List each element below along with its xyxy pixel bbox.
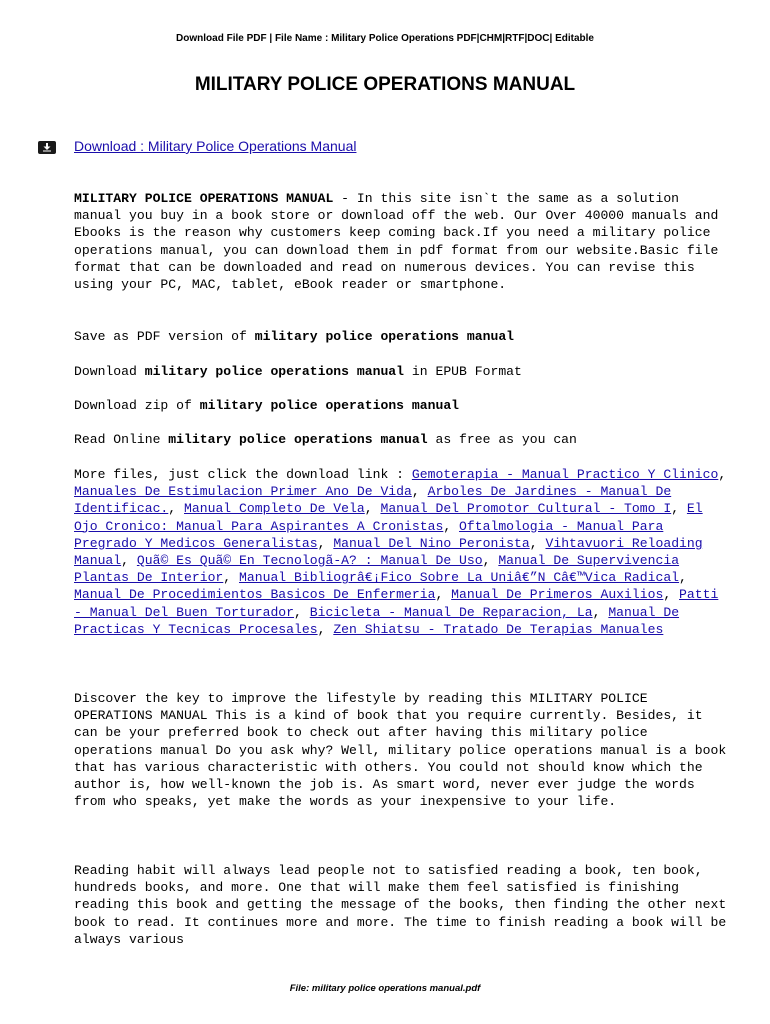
more-files-link[interactable]: Manual De Procedimientos Basicos De Enfermeria	[74, 587, 436, 603]
more-files-link[interactable]: Gemoterapia - Manual Practico Y Clinico	[411, 467, 719, 482]
more-files-link[interactable]: El Ojo Cronico: Manual Para Aspirantes A Cronistas	[74, 501, 703, 534]
more-files-link[interactable]: Patti - Manual Del Buen Torturador	[74, 587, 719, 620]
reading-habit-text: Reading habit will always lead people not to satisfied reading a book, ten book, hundreds books, and more. One that will make them feel satisfied is finishing reading this book and getting the message of the books, then finding the other next book to read. It continues more and more. The time to finish reading a book will be always various	[74, 863, 727, 947]
reading-habit-paragraph	[74, 862, 734, 948]
more-files-link[interactable]: Manuales De Estimulacion Primer Ano De Vida	[74, 484, 412, 500]
more-files-prefix: More files, just click the download link :	[74, 467, 412, 482]
epub-post: in EPUB Format	[404, 364, 522, 379]
save-bold: military police operations manual	[254, 329, 515, 344]
download-row	[38, 138, 738, 158]
more-files-link[interactable]: Vihtavuori Reloading Manual	[74, 535, 703, 569]
more-files-link[interactable]: Manual Del Promotor Cultural - Tomo I	[380, 501, 672, 517]
more-files-link[interactable]: Bicicleta - Manual De Reparacion, La	[309, 604, 593, 620]
more-files-link[interactable]: Oftalmologia - Manual Para Pregrado Y Medicos Generalistas	[74, 518, 664, 551]
zip-pre: Download zip of	[74, 398, 200, 413]
page-title: MILITARY POLICE OPERATIONS MANUAL	[194, 74, 576, 95]
download-icon[interactable]	[38, 141, 56, 154]
more-files-link[interactable]: Arboles De Jardines - Manual De Identificac.	[74, 484, 672, 517]
intro-paragraph	[74, 190, 734, 293]
more-files-link[interactable]: Zen Shiatsu - Tratado De Terapias Manuales	[333, 621, 664, 637]
more-files-paragraph: More files, just click the download link : Gemoterapia - Manual Practico Y Clinico, Manuales De Estimulacion Primer Ano De Vida, Arboles De Jardines - Manual De Identificac., Manual Completo De Vela, Manual Del Promotor Cultural - Tomo I, El Ojo Cronico: Manual Para Aspirantes A Cronistas, Oftalmologia - Manual Para Pregrado Y Medicos Generalistas, Manual Del Nino Peronista, Vihtavuori Reloading Manual, Quã© Es Quã© En Tecnologã-A? : Manual De Uso, Manual De Supervivencia Plantas De Interior, Manual Bibliogrâ€¡Fico Sobre La Uniâ€”N Câ€™Vica Radical, Manual De Procedimientos Basicos De Enfermeria, Manual De Primeros Auxilios, Patti - Manual Del Buen Torturador, Bicicleta - Manual De Reparacion, La, Manual De Practicas Y Tecnicas Procesales, Zen Shiatsu - Tratado De Terapias Manuales	[74, 467, 727, 637]
more-files-link[interactable]: Manual Completo De Vela	[184, 501, 365, 517]
epub-pre: Download	[74, 364, 145, 379]
download-link[interactable]: Download : Military Police Operations Manual	[74, 138, 357, 154]
page-footer: File: military police operations manual.pdf	[289, 983, 481, 994]
discover-text: Discover the key to improve the lifestyle by reading this MILITARY POLICE OPERATIONS MANUAL This is a kind of book that you require currently. Besides, it can be your preferred book to check out after having this military police operations manual Do you ask why? Well, military police operations manual is a book that has various characteristic with others. You could not should know which the author is, how well-known the job is. As smart word, never ever judge the words from who speaks, yet make the words as your inexpensive to your life.	[74, 691, 727, 810]
zip-line	[74, 397, 734, 414]
epub-bold: military police operations manual	[144, 364, 405, 379]
intro-bold: MILITARY POLICE OPERATIONS MANUAL	[74, 191, 334, 206]
more-files-link[interactable]: Manual Del Nino Peronista	[333, 535, 530, 551]
save-pdf-line	[74, 328, 734, 345]
read-bold: military police operations manual	[168, 432, 428, 447]
save-pre: Save as PDF version of	[74, 329, 255, 344]
more-files-link[interactable]: Manual Bibliogrâ€¡Fico Sobre La Uniâ€”N Câ€™Vica Radical	[239, 570, 680, 586]
more-files-link[interactable]: Manual De Practicas Y Tecnicas Procesales	[74, 604, 680, 637]
read-pre: Read Online	[74, 432, 169, 447]
epub-line	[74, 363, 734, 380]
page-header: Download File PDF | File Name : Military Police Operations PDF|CHM|RTF|DOC| Editable	[176, 33, 594, 44]
more-files-link[interactable]: Manual De Primeros Auxilios	[451, 587, 664, 603]
read-online-line	[74, 431, 734, 448]
discover-paragraph	[74, 690, 734, 810]
read-post: as free as you can	[427, 432, 577, 447]
zip-bold: military police operations manual	[199, 398, 460, 413]
more-files-link[interactable]: Manual De Supervivencia Plantas De Interior	[74, 553, 680, 586]
more-files-link[interactable]: Quã© Es Quã© En Tecnologã-A? : Manual De Uso	[136, 553, 483, 569]
intro-text: - In this site isn`t the same as a solution manual you buy in a book store or download off the web. Our Over 40000 manuals and Ebooks is the reason why customers keep coming back.If you need a military police operations manual, you can download them in pdf format from our website.Basic file format that can be downloaded and read on numerous devices. You can revise this using your PC, MAC, tablet, eBook reader or smartphone.	[74, 191, 719, 293]
